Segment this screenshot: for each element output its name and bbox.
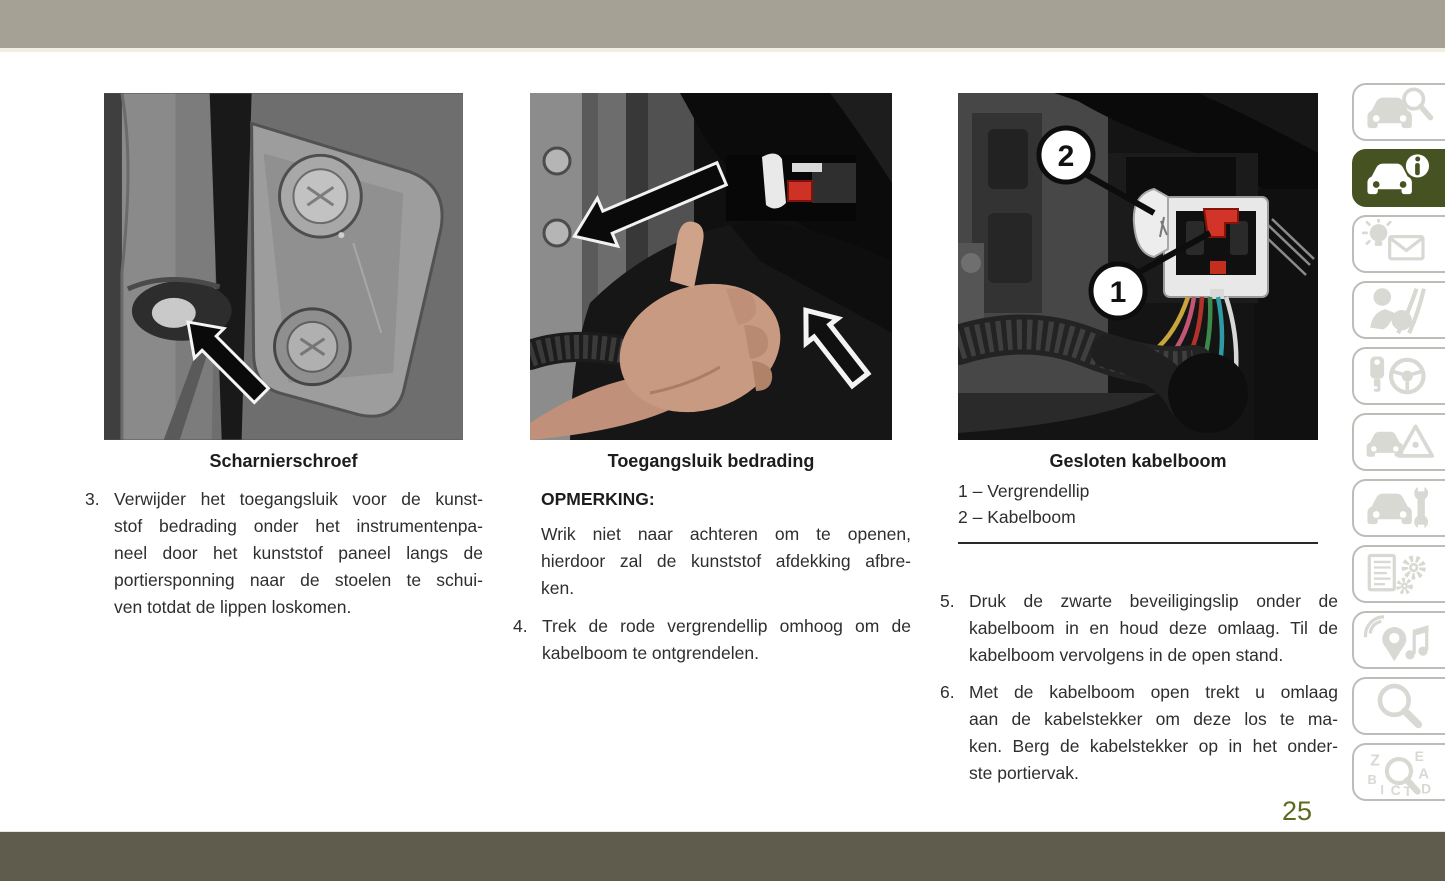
tab-key-and-steering-wheel[interactable]	[1352, 347, 1445, 405]
hinge-screw-illustration	[104, 93, 463, 440]
text-line: stof bedrading onder het instrumentenpa-	[114, 516, 483, 536]
tab-warning-light-and-envelope[interactable]	[1352, 215, 1445, 273]
tab-navigation-and-music[interactable]	[1352, 611, 1445, 669]
text-line: ven totdat de lippen loskomen.	[114, 597, 352, 617]
text-column-3	[940, 478, 1338, 787]
callout-number-2: 2	[1057, 140, 1075, 173]
text-column-2	[513, 486, 911, 667]
figure-caption: Toegangsluik bedrading	[607, 451, 815, 471]
warning-light-and-envelope-icon	[1362, 219, 1434, 269]
closed-harness-photo	[958, 93, 1318, 440]
text-line: ken.	[541, 578, 575, 598]
index-letter: D	[1421, 780, 1432, 797]
note-label: OPMERKING:	[541, 489, 655, 509]
header-accent-line	[0, 48, 1445, 52]
text-line: aan de kabelstekker om deze los te ma-	[969, 709, 1338, 729]
step-4	[513, 613, 911, 667]
text-line: Trek de rode vergrendellip omhoog om de	[542, 616, 911, 636]
tab-car-and-warning-triangle[interactable]	[1352, 413, 1445, 471]
key-and-steering-wheel-icon	[1362, 351, 1434, 401]
index-letter: A	[1418, 766, 1430, 783]
text-line: kabelboom in en houd deze omlaag. Til de	[969, 618, 1338, 638]
text-column-1	[85, 486, 483, 621]
text-line: ste portiervak.	[969, 763, 1079, 783]
closed-harness-illustration	[958, 93, 1318, 440]
tab-person-with-airbag[interactable]	[1352, 281, 1445, 339]
text-line: Verwijder het toegangsluik voor de kunst-	[114, 489, 483, 509]
navigation-and-music-icon	[1362, 615, 1434, 665]
header-bar	[0, 0, 1445, 48]
text-line: hierdoor zal de kunststof afdekking afbre-	[541, 551, 911, 571]
car-and-warning-triangle-icon	[1362, 417, 1434, 467]
note-block	[541, 486, 911, 602]
text-line: ken. Berg de kabelstekker op in het onder-	[969, 736, 1338, 756]
tab-letters-and-magnifier[interactable]	[1352, 743, 1445, 801]
car-and-wrench-icon	[1362, 483, 1434, 533]
step-3	[85, 486, 483, 621]
tab-car-with-magnifier[interactable]	[1352, 83, 1445, 141]
page-number: 25	[1281, 796, 1312, 826]
step-number: 3.	[85, 489, 100, 509]
index-letter: C	[1390, 782, 1401, 797]
text-line: Met de kabelboom open trekt u omlaag	[969, 682, 1338, 702]
wiring-access-illustration	[530, 93, 892, 440]
legend-item-1: 1 – Vergrendellip	[958, 481, 1090, 501]
letters-and-magnifier-icon	[1362, 747, 1434, 797]
index-letter: Z	[1370, 752, 1380, 770]
footer-bar	[0, 831, 1445, 881]
red-lock-tab	[788, 181, 812, 201]
step-number: 4.	[513, 616, 528, 636]
step-number: 6.	[940, 682, 955, 702]
hinge-screw-photo	[104, 93, 463, 440]
index-letter: B	[1367, 772, 1377, 788]
legend-item-2: 2 – Kabelboom	[958, 507, 1076, 527]
figure-legend	[958, 478, 1318, 544]
text-line: Druk de zwarte beveiligingslip onder de	[969, 591, 1338, 611]
text-line: Wrik niet naar achteren om te openen,	[541, 524, 911, 544]
tab-magnifier[interactable]	[1352, 677, 1445, 735]
magnifier-icon	[1362, 681, 1434, 731]
figure-caption: Gesloten kabelboom	[1049, 451, 1227, 471]
car-with-magnifier-icon	[1362, 87, 1434, 137]
wiring-access-photo	[530, 93, 892, 440]
checklist-and-gears-icon	[1362, 549, 1434, 599]
chapter-tab-bar	[1352, 0, 1445, 831]
person-with-airbag-icon	[1362, 285, 1434, 335]
step-number: 5.	[940, 591, 955, 611]
index-letter: E	[1414, 747, 1424, 764]
text-line: portiersponning naar de stoelen te schui-	[114, 570, 483, 590]
index-letter: I	[1380, 782, 1385, 797]
text-line: kabelboom te ontgrendelen.	[542, 643, 759, 663]
index-letter: T	[1403, 783, 1413, 797]
figure-caption: Scharnierschroef	[209, 451, 358, 471]
figure-wiring-access-panel	[530, 93, 892, 472]
text-line: neel door het kunststof paneel langs de	[114, 543, 483, 563]
figure-hinge-screw	[104, 93, 463, 472]
tab-checklist-and-gears[interactable]	[1352, 545, 1445, 603]
step-5	[940, 588, 1338, 669]
callout-number-1: 1	[1109, 276, 1127, 309]
step-6	[940, 679, 1338, 787]
figure-closed-harness	[958, 93, 1318, 472]
text-line: kabelboom vervolgens in de open stand.	[969, 645, 1284, 665]
car-with-info-icon	[1362, 153, 1434, 203]
tab-car-with-info[interactable]	[1352, 149, 1445, 207]
tab-car-and-wrench[interactable]	[1352, 479, 1445, 537]
